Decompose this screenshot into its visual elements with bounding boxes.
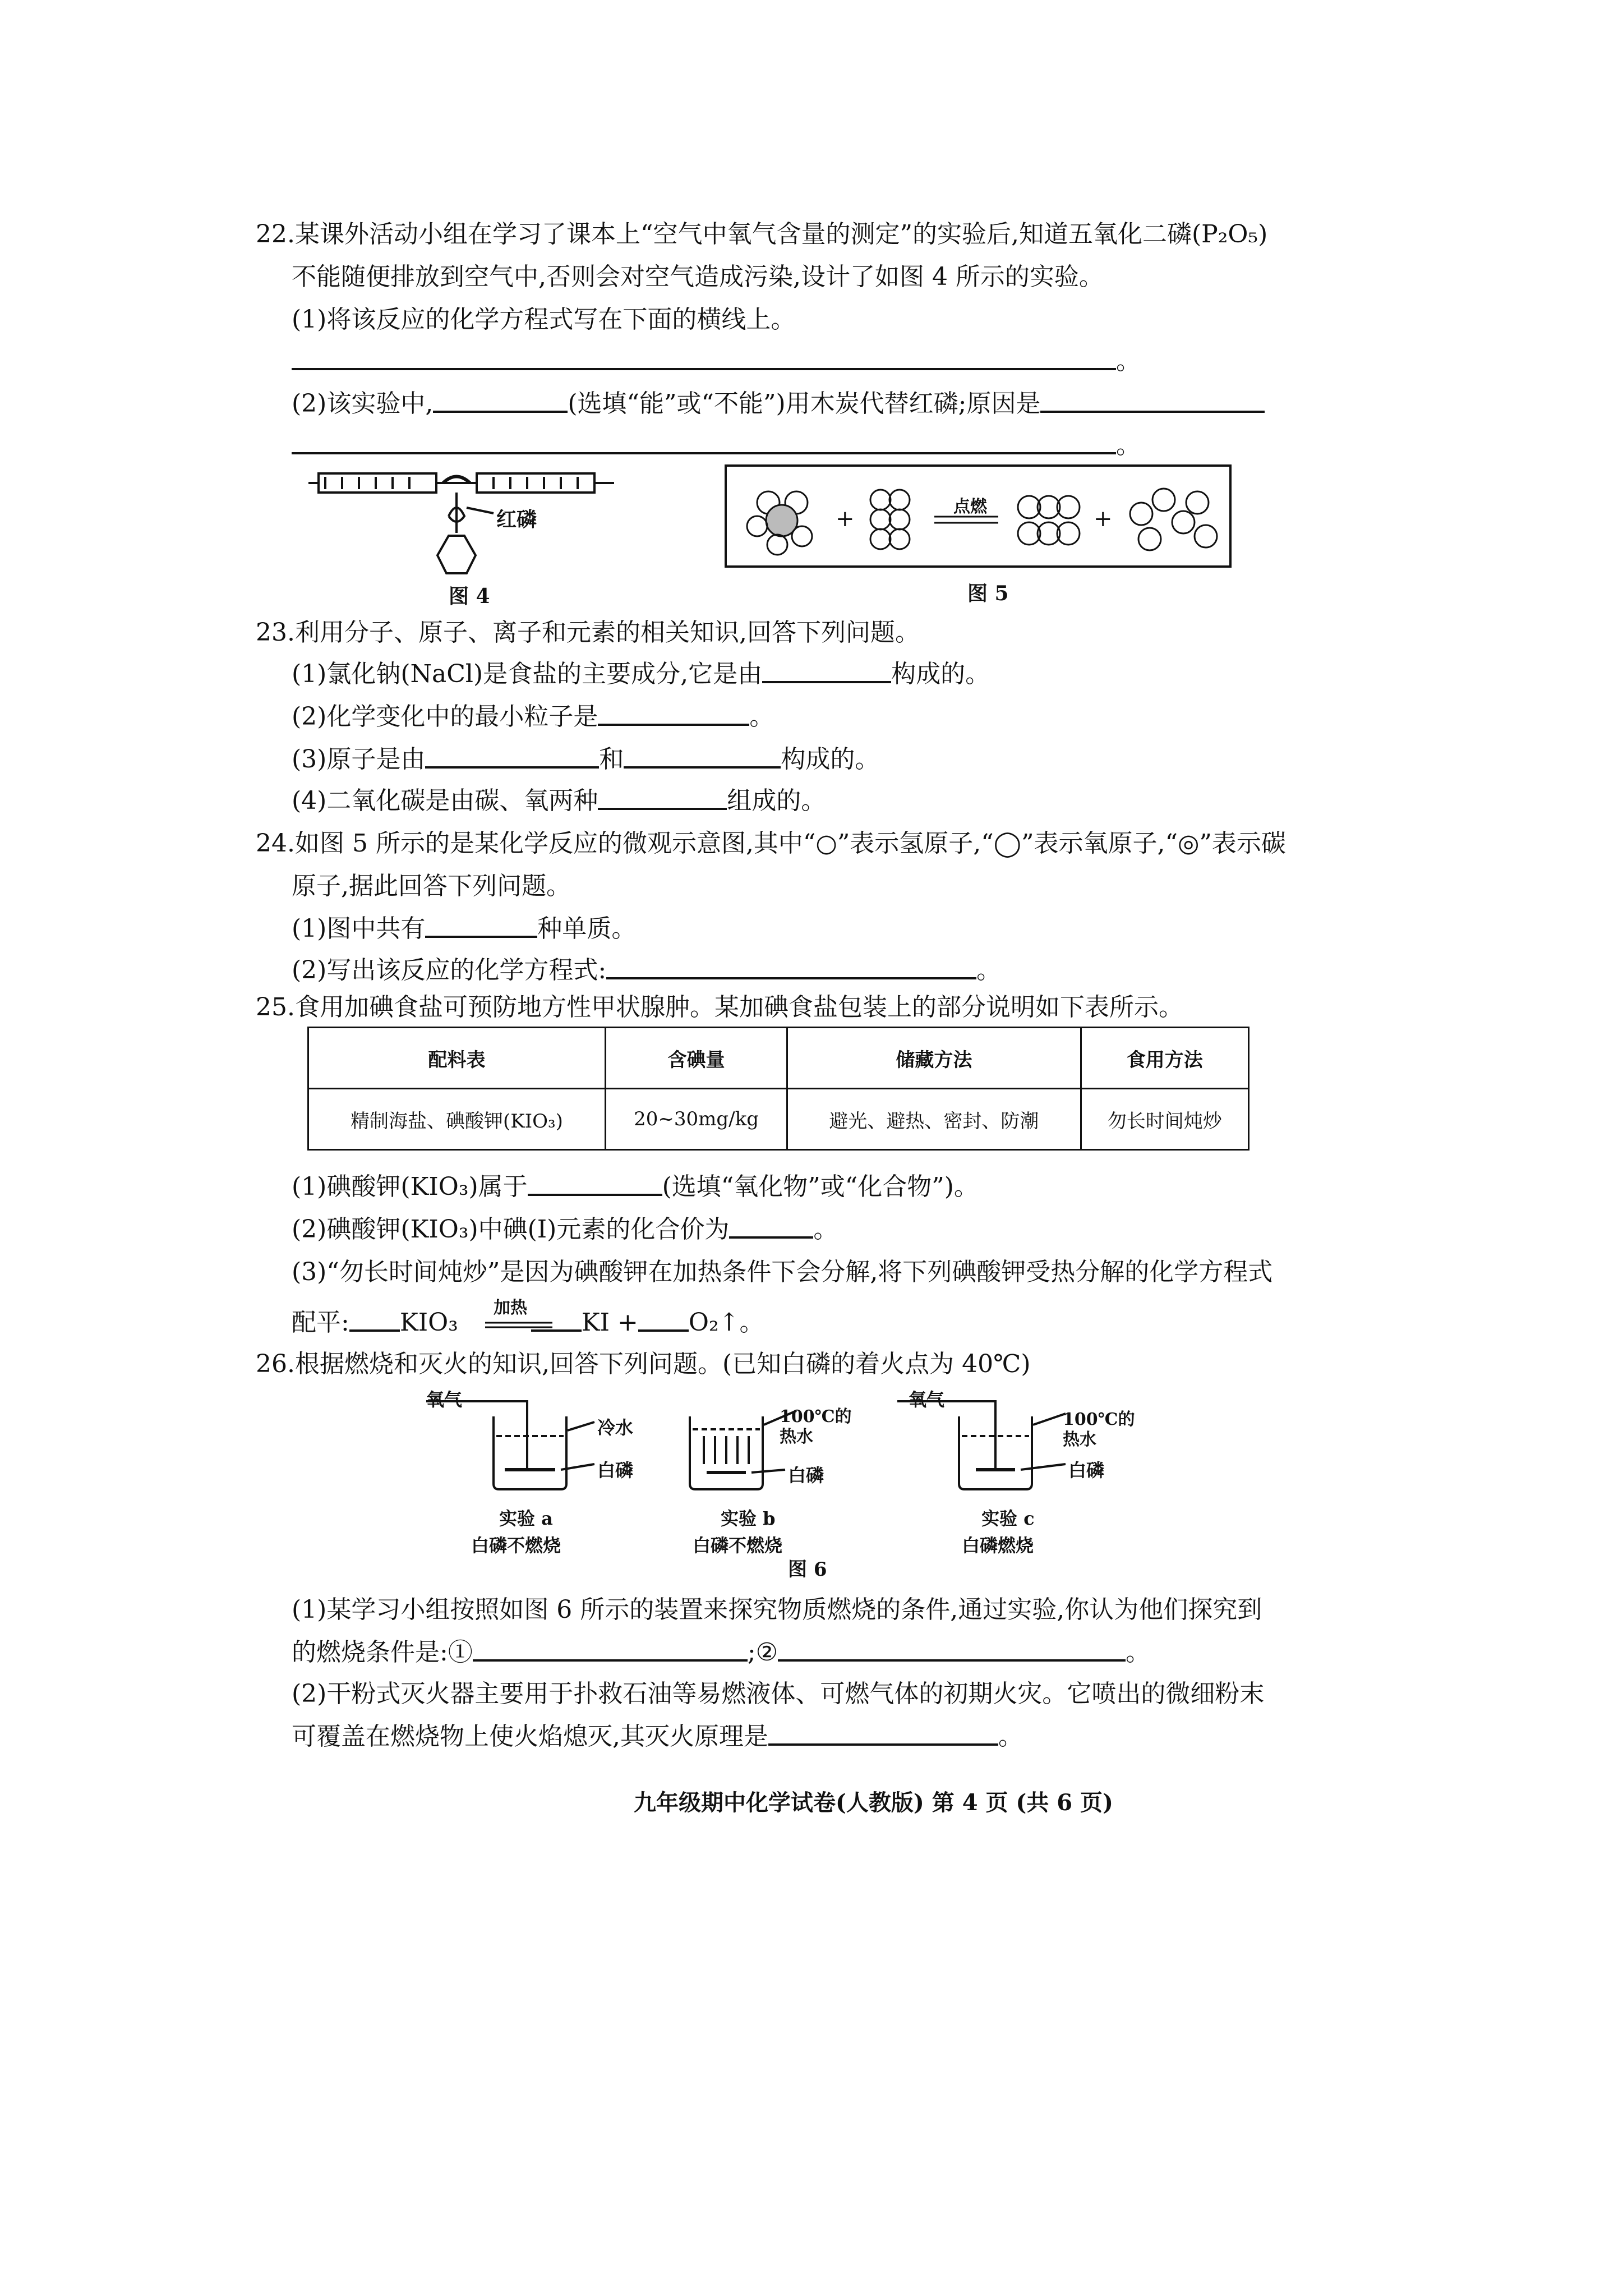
table-header: 含碘量 bbox=[605, 1028, 787, 1089]
fig6-exp-b: 实验 b bbox=[721, 1508, 776, 1529]
fig6-caption: 图 6 bbox=[788, 1558, 827, 1581]
q25-line2: (1)碘酸钾(KIO₃)属于 (选填“氧化物”或“化合物”)。 bbox=[292, 1172, 979, 1201]
fig6-hot-water-b-1: 100℃的 bbox=[780, 1407, 852, 1427]
answer-blank[interactable] bbox=[729, 1220, 813, 1239]
q22-line5: (2)该实验中, (选填“能”或“不能”)用木炭代替红磷;原因是 bbox=[292, 392, 1265, 416]
q22-line3: (1)将该反应的化学方程式写在下面的横线上。 bbox=[292, 305, 796, 334]
table-row bbox=[308, 1089, 1249, 1150]
q24-line3: (1)图中共有 种单质。 bbox=[292, 914, 637, 943]
answer-blank[interactable] bbox=[473, 1642, 748, 1662]
svg-text:+: + bbox=[1094, 506, 1113, 532]
salt-info-table bbox=[307, 1027, 1249, 1151]
fig6-hot-water-b-2: 热水 bbox=[780, 1427, 813, 1447]
answer-blank[interactable] bbox=[768, 1727, 998, 1746]
answer-blank[interactable] bbox=[292, 435, 1116, 454]
q26-line3: 的燃烧条件是:① ;② 。 bbox=[292, 1638, 1151, 1667]
table-cell: 勿长时间炖炒 bbox=[1081, 1089, 1248, 1150]
fig5-arrow-ignite: 点燃 bbox=[953, 497, 987, 517]
table-cell: 精制海盐、碘酸钾(KIO₃) bbox=[308, 1089, 606, 1150]
answer-blank[interactable] bbox=[425, 749, 599, 769]
answer-blank[interactable] bbox=[425, 919, 537, 938]
q26-line5: 可覆盖在燃烧物上使火焰熄灭,其灭火原理是 。 bbox=[292, 1722, 1023, 1751]
table-header: 食用方法 bbox=[1081, 1028, 1248, 1089]
fig6-exp-c: 实验 c bbox=[981, 1508, 1035, 1529]
q25-line3: (2)碘酸钾(KIO₃)中碘(I)元素的化合价为 。 bbox=[292, 1215, 838, 1244]
table-header-row bbox=[308, 1028, 1249, 1089]
fig6-hot-water-c-1: 100℃的 bbox=[1063, 1410, 1135, 1429]
fig6-exp-a: 实验 a bbox=[499, 1508, 553, 1529]
q26-line2: (1)某学习小组按照如图 6 所示的装置来探究物质燃烧的条件,通过实验,你认为他们探究到 bbox=[292, 1595, 1262, 1624]
q25-line5: 配平: KIO₃ KI + O₂↑。 bbox=[292, 1308, 764, 1337]
svg-text:+: + bbox=[836, 506, 855, 532]
q23-line5: (4)二氧化碳是由碳、氧两种 组成的。 bbox=[292, 786, 826, 815]
fig6-hot-water-c-2: 热水 bbox=[1063, 1430, 1096, 1450]
answer-blank[interactable] bbox=[606, 960, 976, 979]
answer-blank[interactable] bbox=[598, 707, 749, 726]
fig4-caption: 图 4 bbox=[449, 585, 490, 608]
q23-line1: 23.利用分子、原子、离子和元素的相关知识,回答下列问题。 bbox=[256, 618, 920, 647]
answer-blank[interactable] bbox=[598, 791, 727, 810]
heat-condition: 加热 bbox=[494, 1298, 527, 1318]
q23-line2: (1)氯化钠(NaCl)是食盐的主要成分,它是由 构成的。 bbox=[292, 660, 990, 688]
q25-line4: (3)“勿长时间炖炒”是因为碘酸钾在加热条件下会分解,将下列碘酸钾受热分解的化学方程式 bbox=[292, 1258, 1273, 1286]
q23-line4: (3)原子是由 和 构成的。 bbox=[292, 745, 880, 774]
answer-blank[interactable] bbox=[292, 351, 1116, 370]
table-header: 储藏方法 bbox=[787, 1028, 1081, 1089]
q25-line1: 25.食用加碘食盐可预防地方性甲状腺肿。某加碘食盐包装上的部分说明如下表所示。 bbox=[256, 993, 1183, 1022]
answer-blank[interactable] bbox=[638, 1313, 689, 1332]
table-header: 配料表 bbox=[308, 1028, 606, 1089]
page-footer: 九年级期中化学试卷(人教版) 第 4 页 (共 6 页) bbox=[634, 1789, 1113, 1816]
q22-answer1: 。 bbox=[292, 349, 1141, 374]
table-cell: 避光、避热、密封、防潮 bbox=[787, 1089, 1081, 1150]
answer-blank[interactable] bbox=[624, 749, 781, 769]
q24-line2: 原子,据此回答下列问题。 bbox=[292, 872, 571, 900]
fig6-white-p-c: 白磷 bbox=[1068, 1460, 1105, 1481]
fig6-white-p-b: 白磷 bbox=[788, 1465, 824, 1486]
answer-blank[interactable] bbox=[762, 664, 891, 683]
q22-line1: 22.某课外活动小组在学习了课本上“空气中氧气含量的测定”的实验后,知道五氧化二磷(P₂O₅) bbox=[256, 220, 1268, 249]
q23-line3: (2)化学变化中的最小粒子是 。 bbox=[292, 702, 774, 731]
fig5-caption: 图 5 bbox=[967, 582, 1009, 605]
q22-answer2: 。 bbox=[292, 433, 1141, 458]
answer-blank[interactable] bbox=[778, 1642, 1126, 1662]
figure-4 bbox=[308, 466, 623, 589]
answer-blank[interactable] bbox=[433, 394, 568, 413]
q26-line4: (2)干粉式灭火器主要用于扑救石油等易燃液体、可燃气体的初期火灾。它喷出的微细粉末 bbox=[292, 1680, 1265, 1708]
q26-line1: 26.根据燃烧和灭火的知识,回答下列问题。(已知白磷的着火点为 40℃) bbox=[256, 1350, 1031, 1378]
fig6-white-p-a: 白磷 bbox=[597, 1460, 634, 1481]
fig6-oxygen-c: 氧气 bbox=[909, 1389, 945, 1410]
q24-line4: (2)写出该反应的化学方程式: 。 bbox=[292, 956, 1002, 984]
q22-line2: 不能随便排放到空气中,否则会对空气造成污染,设计了如图 4 所示的实验。 bbox=[292, 263, 1104, 291]
fig6-exp-b-result: 白磷不燃烧 bbox=[693, 1535, 783, 1556]
q24-line1: 24.如图 5 所示的是某化学反应的微观示意图,其中“○”表示氢原子,“◯”表示氧原子,“◎”表示碳 bbox=[256, 829, 1286, 858]
fig6-oxygen-a: 氧气 bbox=[426, 1389, 463, 1410]
answer-blank[interactable] bbox=[1040, 394, 1265, 413]
answer-blank[interactable] bbox=[349, 1313, 400, 1332]
fig6-exp-c-result: 白磷燃烧 bbox=[962, 1535, 1034, 1556]
fig6-cold-water: 冷水 bbox=[597, 1417, 634, 1438]
answer-blank[interactable] bbox=[528, 1177, 662, 1196]
fig4-label-red-phosphorus: 红磷 bbox=[496, 508, 537, 531]
table-cell: 20~30mg/kg bbox=[605, 1089, 787, 1150]
fig6-exp-a-result: 白磷不燃烧 bbox=[471, 1535, 561, 1556]
